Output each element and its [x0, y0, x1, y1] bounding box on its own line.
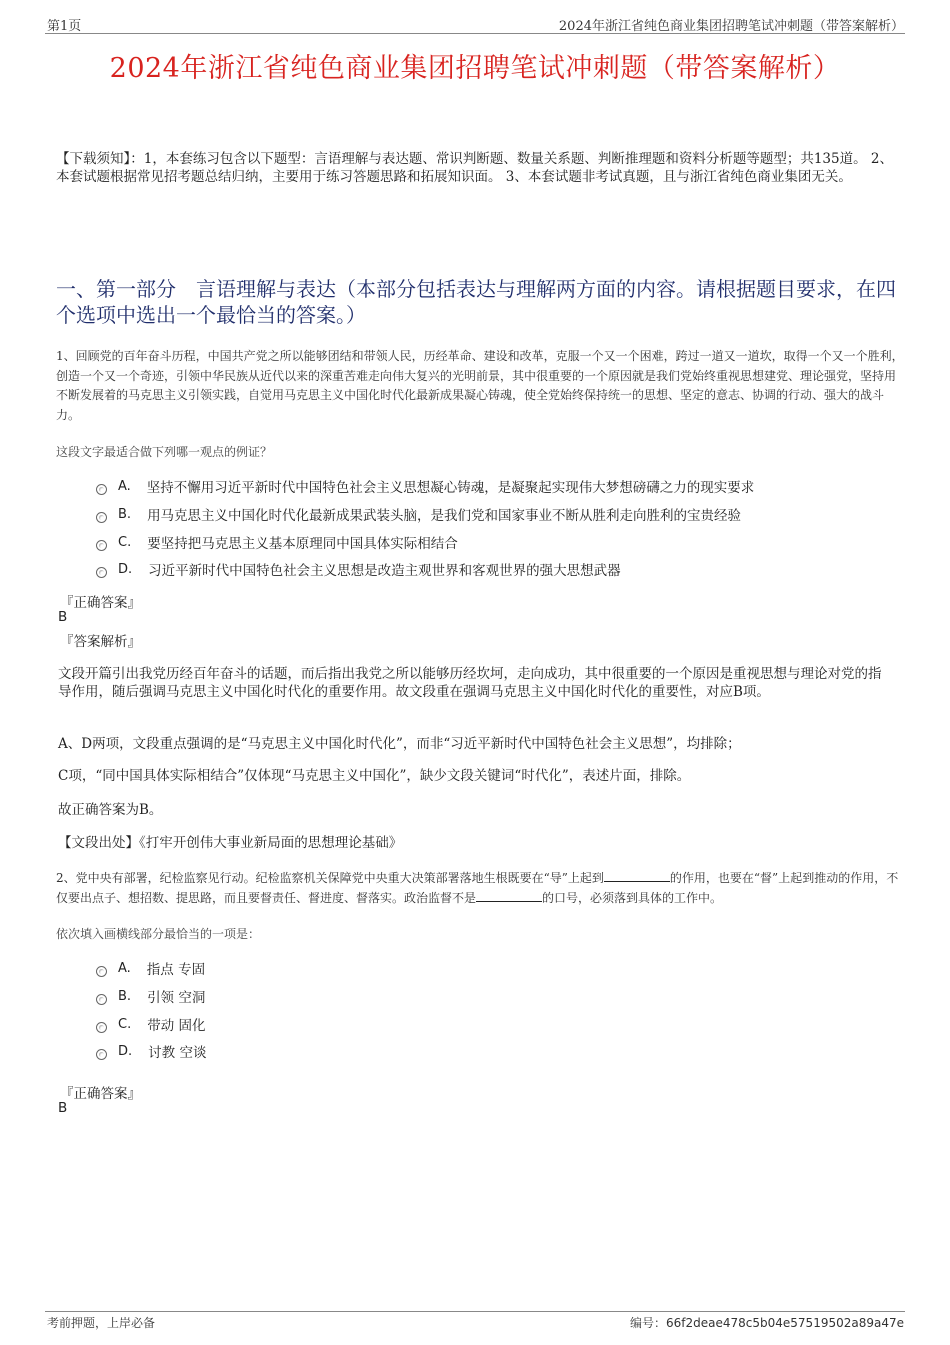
header-doc-title: 2024年浙江省纯色商业集团招聘笔试冲刺题（带答案解析） [558, 19, 904, 34]
section-title: 一、第一部分 言语理解与表达（本部分包括表达与理解两方面的内容。请根据题目要求，在四个选项中选出一个最恰当的答案。） [56, 277, 896, 327]
option-letter: B. [118, 988, 132, 1004]
fill-blank [476, 889, 542, 902]
q2-text-part: 2、党中央有部署，纪检监察见行动。纪检监察机关保障党中央重大决策部署落地生根既要在“导”上起到 [56, 871, 604, 885]
q1-answer-label: 『正确答案』 [60, 595, 141, 611]
footer-slogan: 考前押题，上岸必备 [47, 1316, 156, 1330]
q2-option-c[interactable] [96, 1014, 206, 1034]
question-1-prompt: 这段文字最适合做下列哪一观点的例证？ [56, 445, 273, 459]
q1-answer: B [58, 609, 68, 625]
footer-code [630, 1314, 904, 1331]
footer-code-value: 66f2deae478c5b04e57519502a89a47e [666, 1316, 904, 1330]
radio-icon[interactable] [96, 484, 107, 495]
q2-option-b[interactable] [96, 986, 205, 1006]
q1-analysis-paragraph: 故正确答案为B。 [58, 802, 163, 818]
option-text: 坚持不懈用习近平新时代中国特色社会主义思想凝心铸魂，是凝聚起实现伟大梦想磅礴之力的现实要求 [146, 480, 755, 496]
radio-icon[interactable] [96, 1022, 107, 1033]
radio-icon[interactable] [96, 994, 107, 1005]
q1-analysis-paragraph: C项，“同中国具体实际相结合”仅体现“马克思主义中国化”，缺少文段关键词“时代化”，表述片面，排除。 [58, 768, 691, 784]
radio-icon[interactable] [96, 1049, 107, 1060]
option-letter: A. [118, 960, 131, 976]
q1-analysis-paragraph: A、D两项，文段重点强调的是“马克思主义中国化时代化”，而非“习近平新时代中国特色社会主义思想”，均排除； [58, 736, 741, 752]
question-1-text: 1、回顾党的百年奋斗历程，中国共产党之所以能够团结和带领人民，历经革命、建设和改革，克服一个又一个困难，跨过一道又一道坎，取得一个又一个胜利，创造一个又一个奇迹，引领中华民族从近代以来的深重苦难走向伟大复兴的光明前景，其中很重要的一个原因就是我们党始终重视思想建党、理论强党，坚持用不断发展着的马克思主义引领实践，自觉用马克思主义中国化时代化最新成果凝心铸魂，使全党始终保持统一的思想、坚定的意志、协调的行动、强大的战斗力。 [56, 349, 904, 422]
header-divider [45, 33, 905, 34]
q2-text-part: 的作用，也要在“督”上起到推动的作用，不仅要出点子、想招数、提思路，而且要督责任、督进度、督落实。政治监督不是 [56, 871, 899, 905]
question-2-prompt: 依次填入画横线部分最恰当的一项是： [56, 927, 261, 941]
q2-text-part: 的口号，必须落到具体的工作中。 [542, 890, 723, 905]
question-2-text [56, 869, 904, 908]
page-number: 第1页 [47, 19, 82, 34]
option-text: 指点 专固 [146, 962, 206, 978]
q1-analysis-paragraph: 文段开篇引出我党历经百年奋斗的话题，而后指出我党之所以能够历经坎坷，走向成功，其中很重要的一个原因是重视思想与理论对党的指导作用，随后强调马克思主义中国化时代化的重要作用。故文段重在强调马克思主义中国化时代化的重要性，对应B项。 [58, 666, 882, 700]
option-text: 讨教 空谈 [148, 1045, 207, 1061]
option-text: 习近平新时代中国特色社会主义思想是改造主观世界和客观世界的强大思想武器 [148, 563, 621, 579]
footer-divider [45, 1311, 905, 1312]
q1-option-d[interactable] [96, 559, 621, 579]
radio-icon[interactable] [96, 512, 107, 523]
q2-answer: B [58, 1100, 68, 1116]
option-text: 要坚持把马克思主义基本原理同中国具体实际相结合 [147, 536, 458, 552]
q1-option-a[interactable] [96, 476, 754, 496]
footer-code-label: 编号： [630, 1316, 667, 1330]
q1-analysis-label: 『答案解析』 [60, 634, 141, 650]
option-text: 引领 空洞 [147, 990, 206, 1006]
option-letter: B. [118, 506, 132, 522]
q2-option-a[interactable] [96, 958, 205, 978]
download-notice: 【下载须知】：1，本套练习包含以下题型：言语理解与表达题、常识判断题、数量关系题、判断推理题和资料分析题等题型；共135道。 2、本套试题根据常见招考题总结归纳，主要用于练习答题思路和拓展知识面。 3、本套试题非考试真题，且与浙江省纯色商业集团无关。 [56, 151, 893, 185]
option-letter: D. [118, 561, 133, 577]
radio-icon[interactable] [96, 540, 107, 551]
option-text: 带动 固化 [147, 1018, 206, 1034]
q2-option-d[interactable] [96, 1041, 206, 1061]
q1-source: 【文段出处】《打牢开创伟大事业新局面的思想理论基础》 [58, 835, 403, 851]
q1-option-c[interactable] [96, 532, 458, 552]
option-letter: C. [118, 1016, 132, 1032]
q2-answer-label: 『正确答案』 [60, 1086, 141, 1102]
option-letter: D. [118, 1043, 133, 1059]
radio-icon[interactable] [96, 966, 107, 977]
option-letter: A. [118, 478, 131, 494]
fill-blank [604, 869, 670, 882]
radio-icon[interactable] [96, 567, 107, 578]
option-letter: C. [118, 534, 132, 550]
page-title: 2024年浙江省纯色商业集团招聘笔试冲刺题（带答案解析） [109, 53, 841, 84]
q1-option-b[interactable] [96, 504, 741, 524]
option-text: 用马克思主义中国化时代化最新成果武装头脑，是我们党和国家事业不断从胜利走向胜利的宝贵经验 [147, 508, 742, 524]
